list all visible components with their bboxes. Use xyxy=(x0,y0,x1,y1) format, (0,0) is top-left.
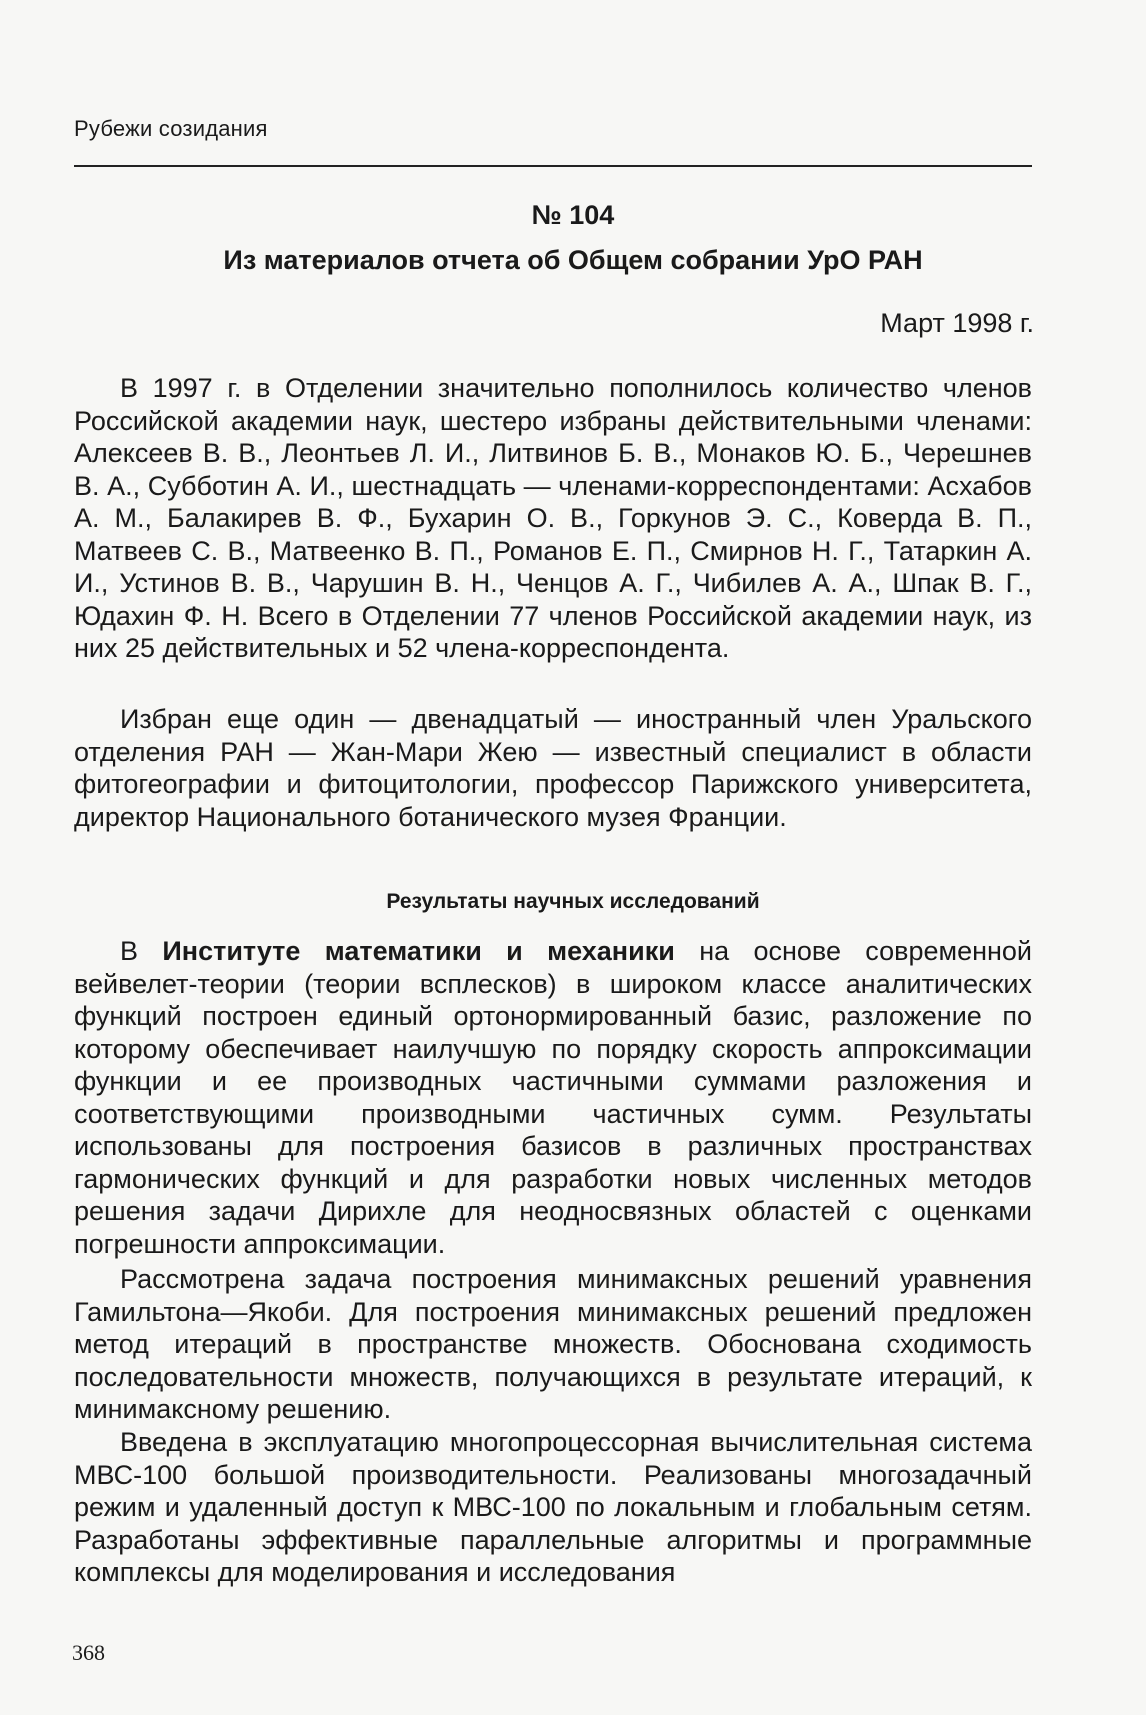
paragraph-mvs100-text: Введена в эксплуатацию многопроцессорная вычислительная система МВС-100 большой производительности. Реализованы многозадачный режим и удаленный доступ к МВС-100 по локальным и глобальным сетям. Разработаны эффективные параллельные алгоритмы и программные комплексы для моделирования и исследования xyxy=(74,1427,1032,1587)
paragraph-mvs100 xyxy=(74,1426,1032,1589)
paragraph-minimax xyxy=(74,1263,1032,1426)
paragraph-members-text: В 1997 г. в Отделении значительно пополнилось количество членов Российской академии наук, шестеро избраны действительными членами: Алексеев В. В., Леонтьев Л. И., Литвинов Б. В., Монаков Ю. Б., Черешнев В. А., Субботин А. И., шестнадцать — членами-корреспондентами: Асхабов А. М., Балакирев В. Ф., Бухарин О. В., Горкунов Э. С., Коверда В. П., Матвеев С. В., Матвеенко В. П., Романов Е. П., Смирнов Н. Г., Татаркин А. И., Устинов В. В., Чарушин В. Н., Ченцов А. Г., Чибилев А. А., Шпак В. Г., Юдахин Ф. Н. Всего в Отделении 77 членов Российской академии наук, из них 25 действительных и 52 члена-корреспондента. xyxy=(74,373,1032,663)
document-title: Из материалов отчета об Общем собрании УрО РАН xyxy=(223,245,923,275)
running-head-title: Рубежи созидания xyxy=(74,116,268,141)
document-date: Март 1998 г. xyxy=(880,308,1034,338)
paragraph-foreign-member-text: Избран еще один — двенадцатый — иностранный член Уральского отделения РАН — Жан-Мари Жею — известный специалист в области фитогеографии и фитоцитологии, профессор Парижского университета, директор Национального ботанического музея Франции. xyxy=(74,704,1032,832)
page-number: 368 xyxy=(72,1640,105,1665)
document-number: № 104 xyxy=(531,200,615,230)
paragraph-foreign-member xyxy=(74,703,1032,833)
paragraph-institute-math-prefix: В xyxy=(120,936,139,966)
paragraph-institute-math-text: на основе современной вейвелет-теории (теории всплесков) в широком классе аналитических функций построен единый ортонормированный базис, разложение по которому обеспечивает наилучшую по порядку скорость аппроксимации функции и ее производных частичными суммами разложения и соответствующими производными частичных сумм. Результаты использованы для построения базисов в различных пространствах гармонических функций и для разработки новых численных методов решения задачи Дирихле для неодносвязных областей с оценками погрешности аппроксимации. xyxy=(74,936,1033,1259)
header-rule xyxy=(74,165,1032,167)
section-heading: Результаты научных исследований xyxy=(386,890,760,913)
paragraph-minimax-text: Рассмотрена задача построения минимаксных решений уравнения Гамильтона—Якоби. Для построения минимаксных решений предложен метод итераций в пространстве множеств. Обоснована сходимость последовательности множеств, получающихся в результате итераций, к минимаксному решению. xyxy=(74,1264,1032,1424)
paragraph-institute-math xyxy=(74,935,1032,1260)
paragraph-members xyxy=(74,372,1032,665)
institute-name: Институте математики и механики xyxy=(162,936,675,966)
